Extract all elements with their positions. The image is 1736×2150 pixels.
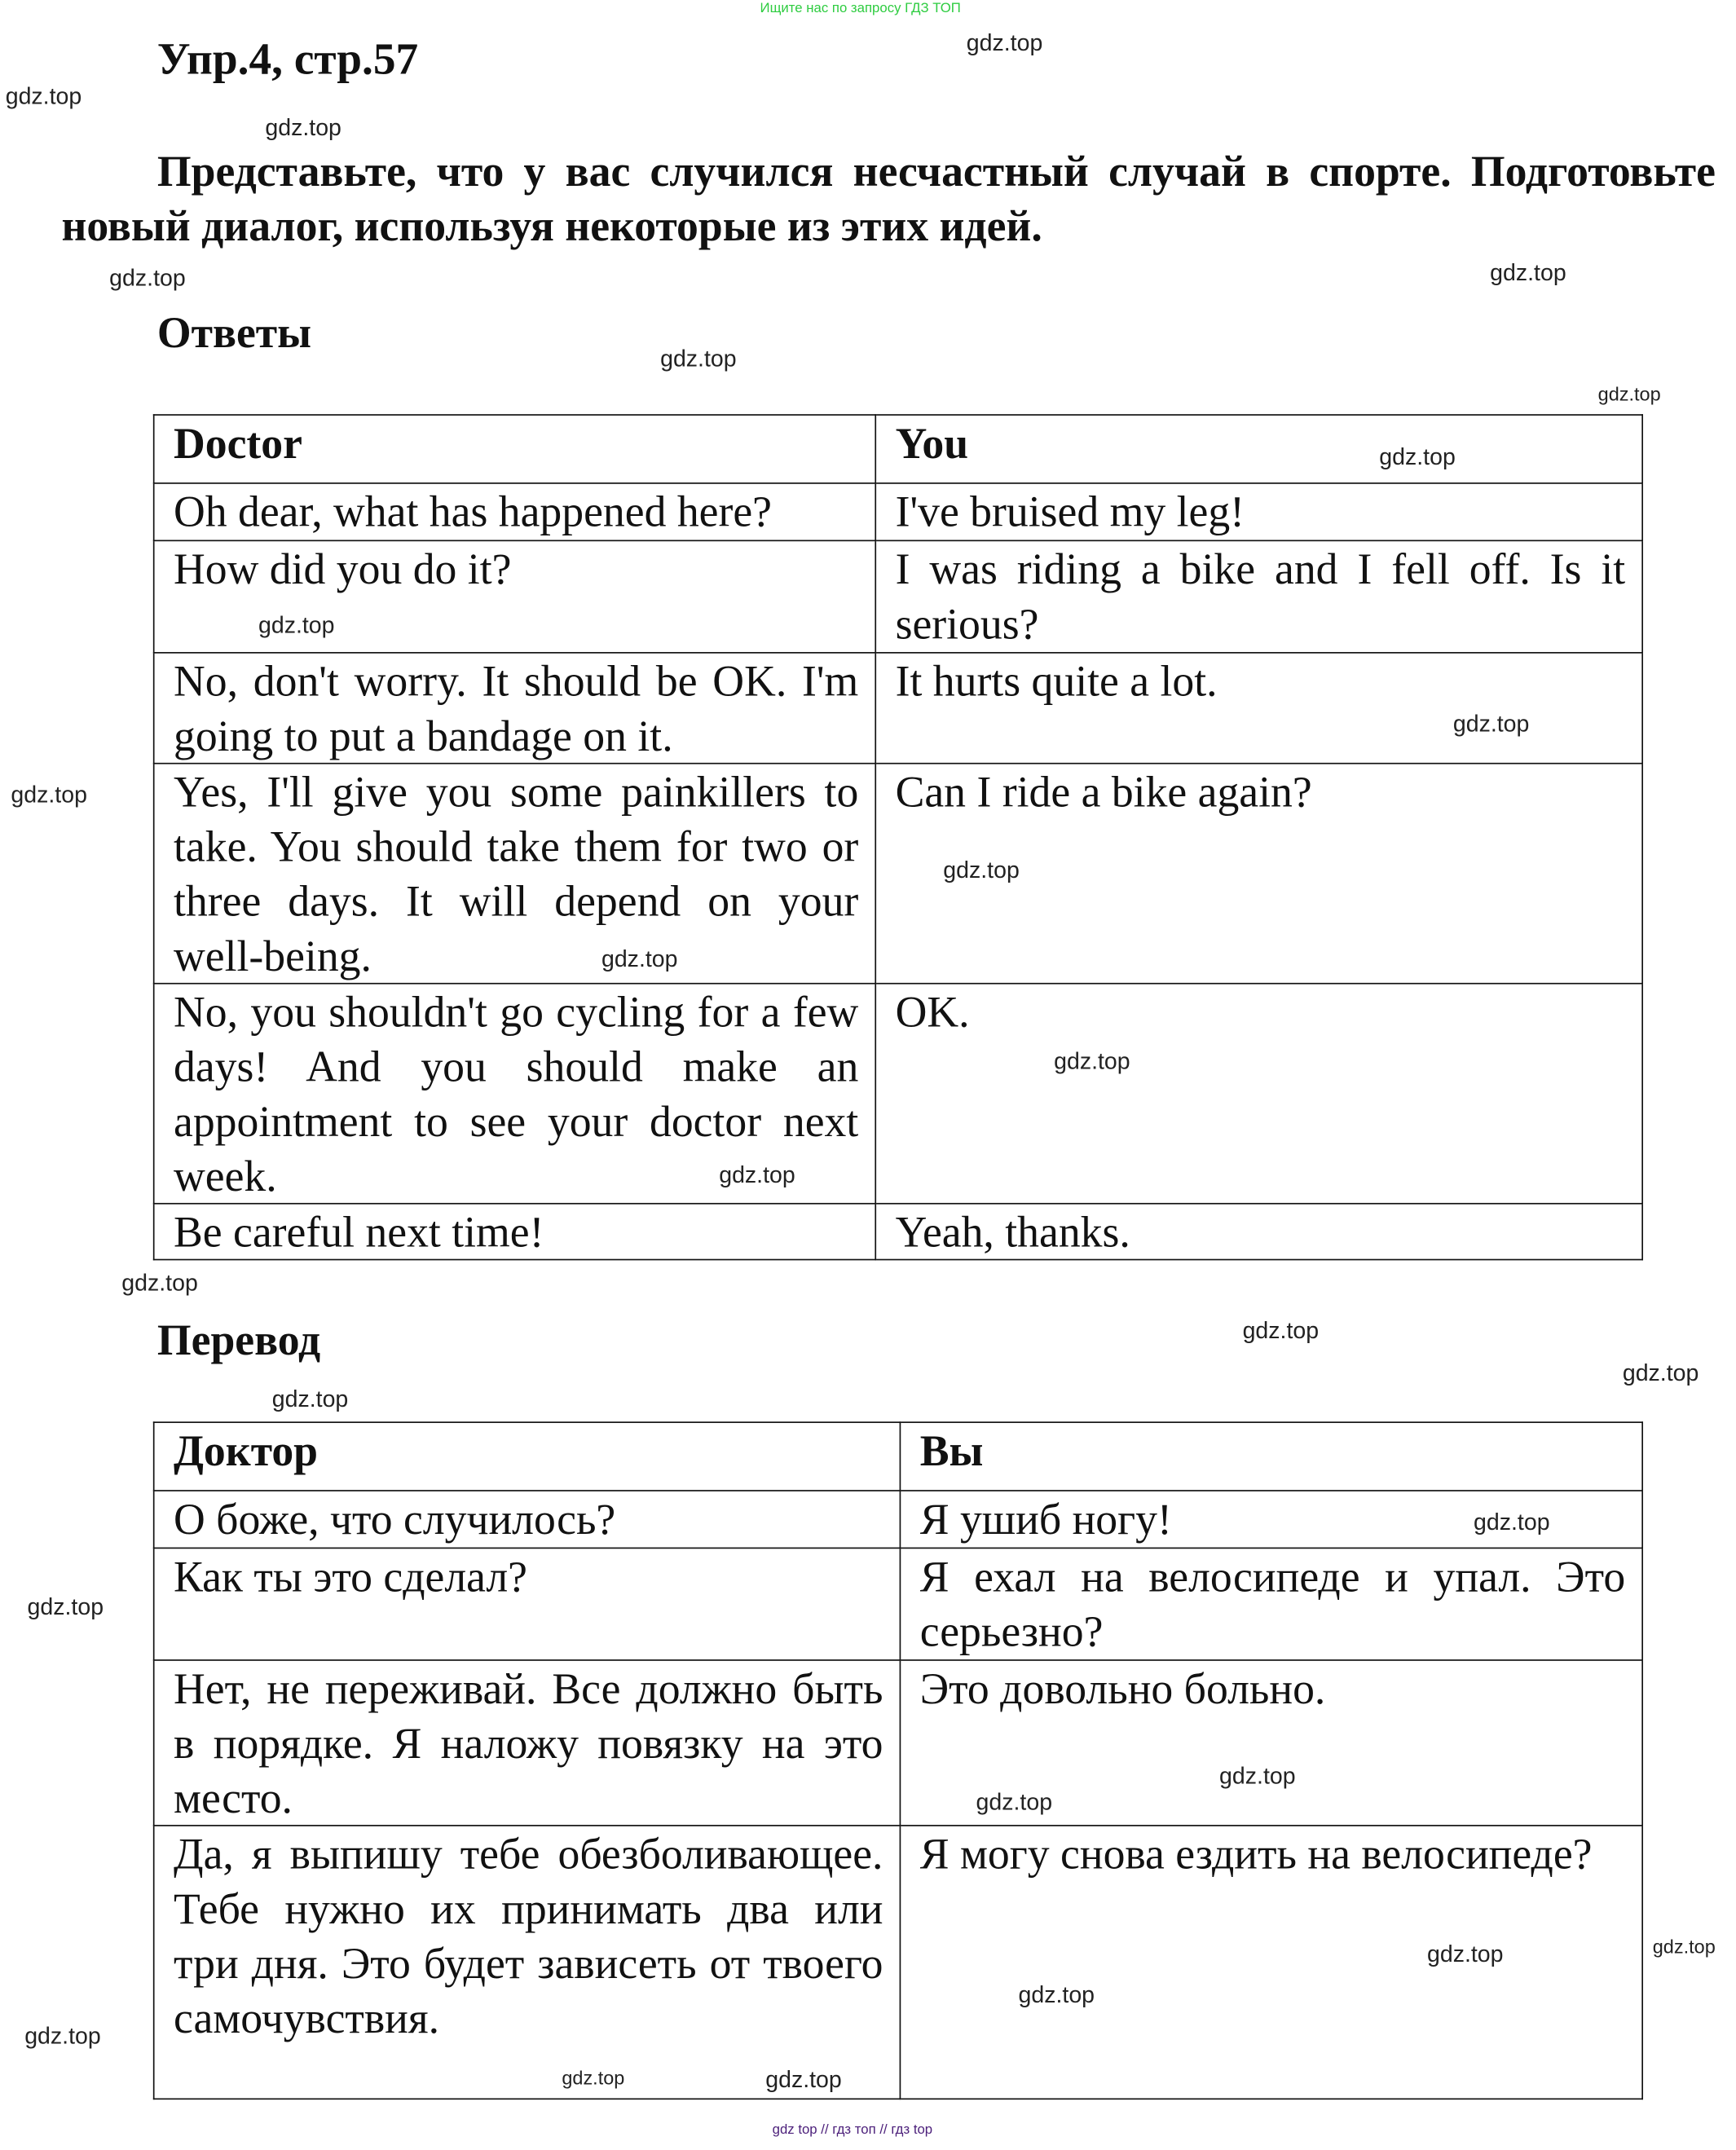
watermark: gdz.top — [11, 782, 87, 808]
watermark: gdz.top — [976, 1789, 1053, 1816]
bottom-note: gdz top // гдз топ // гдз top — [772, 2122, 933, 2139]
watermark: gdz.top — [265, 114, 341, 141]
cell: Can I ride a bike again? — [875, 764, 1642, 984]
task-text: Представьте, что у вас случился несчастный случай в спорте. Подготовьте новый диалог, используя некоторые из этих идей. — [61, 146, 1716, 250]
cell: Как ты это сделал? — [154, 1548, 901, 1660]
cell: I've bruised my leg! — [875, 483, 1642, 540]
watermark: gdz.top — [121, 1270, 198, 1296]
watermark: gdz.top — [966, 29, 1043, 56]
watermark: gdz.top — [719, 1161, 795, 1188]
cell: Я ушиб ногу! — [900, 1491, 1642, 1548]
watermark: gdz.top — [562, 2066, 625, 2089]
cell: No, don't worry. It should be OK. I'm going to put a bandage on it. — [154, 653, 876, 764]
watermark: gdz.top — [1597, 382, 1661, 405]
watermark: gdz.top — [1490, 259, 1566, 286]
watermark: gdz.top — [660, 346, 737, 372]
translation-table — [153, 1421, 1643, 2099]
cell: Это довольно больно. — [900, 1660, 1642, 1826]
translation-heading: Перевод — [156, 1315, 321, 1364]
cell: Нет, не переживай. Все должно быть в порядке. Я наложу повязку на это место. — [154, 1660, 901, 1826]
watermark: gdz.top — [765, 2066, 842, 2093]
watermark: gdz.top — [24, 2023, 101, 2050]
watermark: gdz.top — [1242, 1317, 1320, 1344]
watermark: gdz.top — [1054, 1048, 1130, 1075]
header-you: You — [875, 415, 1642, 483]
top-note: Ищите нас по запросу ГДЗ ТОП — [760, 1, 961, 17]
cell: Yes, I'll give you some painkillers to take. You should take them for two or three days. It will depend on your well-being. — [154, 764, 876, 984]
watermark: gdz.top — [1452, 711, 1530, 738]
cell: Be careful next time! — [154, 1204, 876, 1260]
cell: I was riding a bike and I fell off. Is it serious? — [875, 540, 1642, 653]
watermark: gdz.top — [943, 857, 1020, 883]
cell: О боже, что случилось? — [154, 1491, 901, 1548]
watermark: gdz.top — [1018, 1981, 1095, 2008]
watermark: gdz.top — [1426, 1941, 1504, 1967]
cell: No, you shouldn't go cycling for a few days! And you should make an appointment to see your doctor next week. — [154, 984, 876, 1204]
watermark: gdz.top — [5, 83, 82, 110]
watermark: gdz.top — [109, 265, 186, 292]
cell: Oh dear, what has happened here? — [154, 483, 876, 540]
page-title: Упр.4, стр.57 — [156, 35, 419, 85]
watermark: gdz.top — [27, 1593, 104, 1620]
watermark: gdz.top — [601, 945, 678, 972]
watermark: gdz.top — [258, 612, 335, 639]
header-doctor: Доктор — [154, 1422, 901, 1491]
watermark: gdz.top — [1219, 1763, 1296, 1790]
watermark: gdz.top — [1474, 1509, 1550, 1535]
header-you: Вы — [900, 1422, 1642, 1491]
answers-table — [153, 414, 1643, 1260]
cell: Yeah, thanks. — [875, 1204, 1642, 1260]
cell: Я могу снова ездить на велосипеде? — [900, 1826, 1642, 2099]
cell: OK. — [875, 984, 1642, 1204]
cell: It hurts quite a lot. — [875, 653, 1642, 764]
watermark: gdz.top — [271, 1386, 349, 1412]
cell: How did you do it? — [154, 540, 876, 653]
cell: Я ехал на велосипеде и упал. Это серьезно? — [900, 1548, 1642, 1660]
watermark: gdz.top — [1622, 1359, 1699, 1386]
watermark: gdz.top — [1652, 1935, 1716, 1958]
cell: Да, я выпишу тебе обезболивающее. Тебе нужно их принимать два или три дня. Это будет зависеть от твоего самочувствия. — [154, 1826, 901, 2099]
answers-heading: Ответы — [156, 307, 312, 357]
watermark: gdz.top — [1379, 444, 1456, 470]
header-doctor: Doctor — [154, 415, 876, 483]
